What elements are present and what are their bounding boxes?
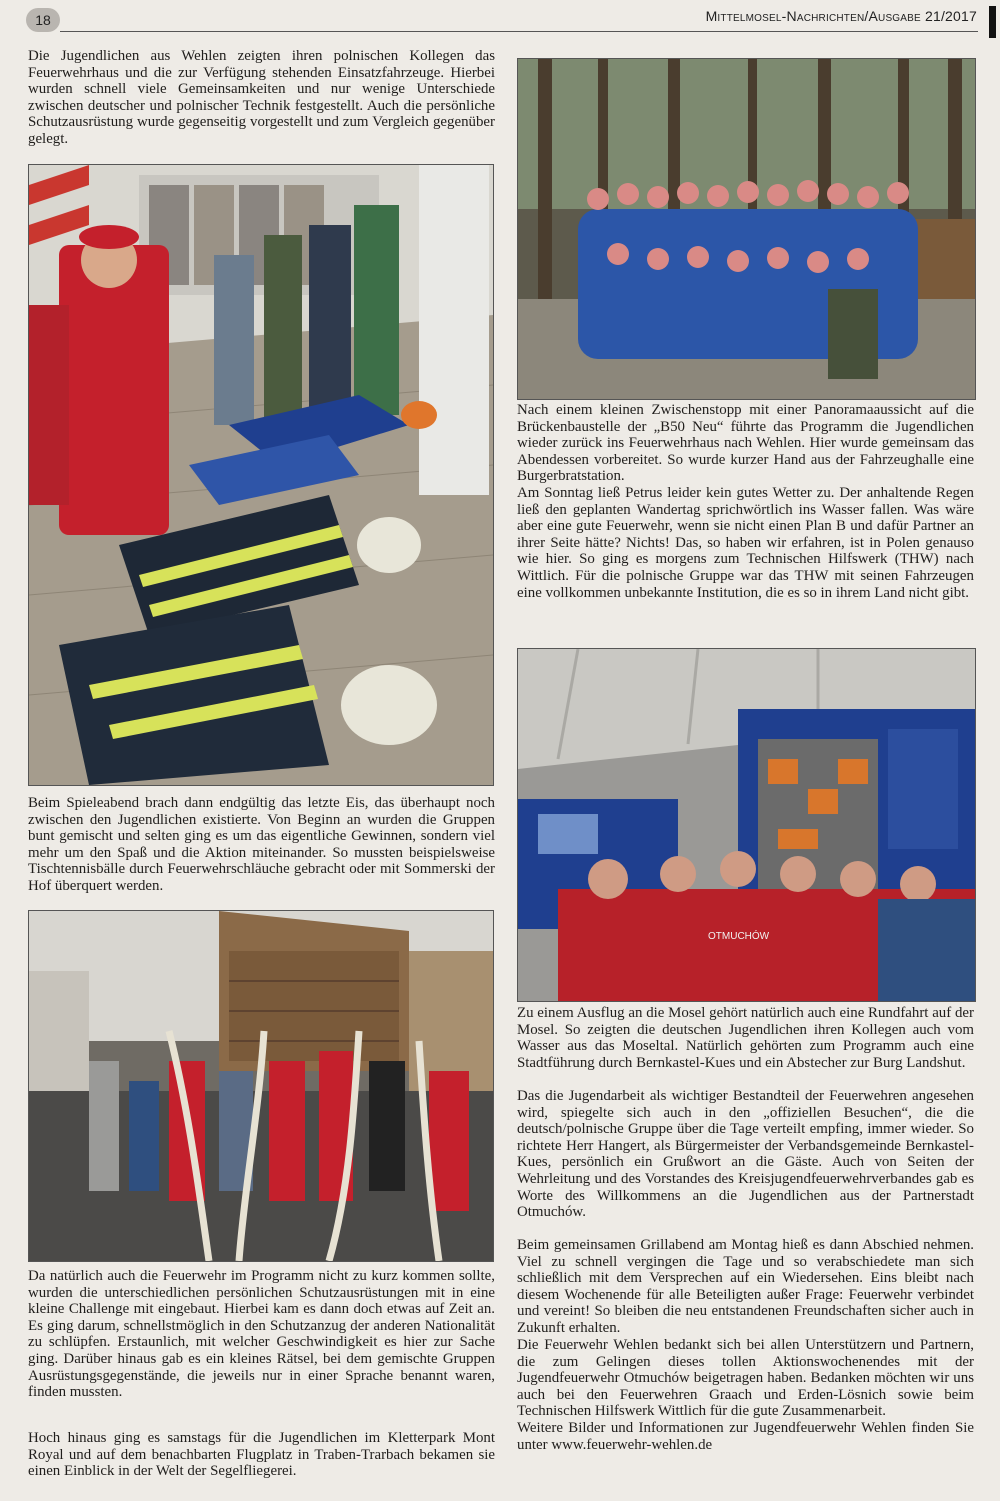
publication-title: Mittelmosel-Nachrichten/Ausgabe 21/2017 bbox=[705, 8, 977, 24]
photo-equipment-display bbox=[28, 164, 494, 786]
paragraph-sonntag: Am Sonntag ließ Petrus leider kein gutes Wetter zu. Der anhaltende Regen ließ den geplanten Wandertag sprichwörtlich ins Wasser fallen. Was wäre aber eine gute Feuerwehr, wenn sie nicht einen Plan B und dafür Partner an ihrer Seite hätte? Nichts! Das, so haben wir erfahren, ist in Polen genauso wie hier. So ging es morgens zum Technischen Hilfswerk (THW) nach Wittlich. Für die polnische Gruppe war das THW mit seinen Fahrzeugen eine vollkommen unbekannte Institution, die es so in ihrem Land nicht gibt. bbox=[517, 485, 974, 601]
page-number: 18 bbox=[26, 8, 60, 32]
paragraph-besuche: Das die Jugendarbeit als wichtiger Bestandteil der Feuerwehren angesehen wird, spiegelte sich auch in den „offiziellen Besuchen“, die die deutsch/polnische Gruppe über die Tage verteilt empfing, immer wieder. So richtete Herr Hangert, als Bürgermeister der Verbandsgemeinde Bernkastel-Kues, persönlich ein Grußwort an die Gäste. Auch von Seiten der Wehrleitung und des Vorstandes des Kreisjugendfeuerwehrverbandes gab es Worte des Willkommens an die Jugendlichen aus der Partnerstadt Otmuchów. bbox=[517, 1088, 974, 1221]
header-rule bbox=[60, 31, 978, 32]
paragraph-mosel: Zu einem Ausflug an die Mosel gehört natürlich auch eine Rundfahrt auf der Mosel. So zeigten die deutschen Jugendlichen ihren Kollegen auch vom Wasser aus das Moseltal. Natürlich gehörten zum Programm auch eine Stadtführung durch Bernkastel-Kues und ein Abstecher zur Burg Landshut. bbox=[517, 1005, 974, 1071]
edge-bar bbox=[989, 6, 996, 38]
photo-hose-game bbox=[28, 910, 494, 1262]
truck-lettering: OTMUCHÓW bbox=[708, 931, 770, 942]
paragraph-weitere: Weitere Bilder und Informationen zur Jugendfeuerwehr Wehlen finden Sie unter www.feuerwehr-wehlen.de bbox=[517, 1420, 974, 1453]
paragraph-zwischenstopp: Nach einem kleinen Zwischenstopp mit einer Panoramaaussicht auf die Brückenbaustelle der „B50 Neu“ führte das Programm die Jugendlichen wieder zurück ins Feuerwehrhaus nach Wehlen. Hier wurde gemeinsam das Abendessen vorbereitet. So wurde kurzer Hand aus der Fahrzeughalle eine Burgerbratstation. bbox=[517, 402, 974, 485]
paragraph-intro: Die Jugendlichen aus Wehlen zeigten ihren polnischen Kollegen das Feuerwehrhaus und die zur Verfügung stehenden Einsatzfahrzeuge. Hierbei wurden schnell viele Gemeinsamkeiten und nur wenige Unterschiede zwischen deutscher und polnischer Technik festgestellt. Auch die persönliche Schutzausrüstung wurde gegenseitig vorgestellt und zum Vergleich gegenüber gelegt. bbox=[28, 48, 495, 147]
paragraph-abschied: Beim gemeinsamen Grillabend am Montag hieß es dann Abschied nehmen. Viel zu schnell vergingen die Tage und so verabschiedete man sich schließlich mit dem Versprechen auf ein Wiedersehen. Eins bleibt nach diesem Wochenende für alle Beteiligten außer Frage: Feuerwehr verbindet und vereint! So bleiben die neu entstandenen Freundschaften sicher auch in Zukunft erhalten. bbox=[517, 1237, 974, 1336]
paragraph-spieleabend: Beim Spieleabend brach dann endgültig das letzte Eis, das überhaupt noch zwischen den Jugendlichen existierte. Von Beginn an wurden die Gruppen bunt gemischt und selten ging es um das eigentliche Gewinnen, sondern viel mehr um den Spaß und die Aktion miteinander. So mussten beispielsweise Tischtennisbälle durch Feuerwehrschläuche gebracht oder mit Sommerski der Hof überquert werden. bbox=[28, 795, 495, 894]
paragraph-kletterpark: Hoch hinaus ging es samstags für die Jugendlichen im Kletterpark Mont Royal und auf dem benachbarten Flugplatz in Traben-Trarbach bekamen sie einen Einblick in der Welt der Segelfliegerei. bbox=[28, 1430, 495, 1480]
paragraph-challenge: Da natürlich auch die Feuerwehr im Programm nicht zu kurz kommen sollte, wurden die unterschiedlichen persönlichen Schutzausrüstungen mit in eine kleine Challenge mit eingebaut. Hierbei kam es dann doch etwas auf Zeit an. Es ging darum, schnellstmöglich in den Schutzanzug der anderen Nationalität zu schlüpfen. Erstaunlich, mit welcher Geschwindigkeit es hier zur Sache ging. Darüber hinaus gab es ein kleines Rätsel, bei dem gemischte Gruppen Ausrüstungsgegenstände, die jeweils nur in einer Sprache benannt waren, finden mussten. bbox=[28, 1268, 495, 1401]
photo-climbing-park-group bbox=[517, 58, 976, 400]
paragraph-dank: Die Feuerwehr Wehlen bedankt sich bei allen Unterstützern und Partnern, die zum Gelingen dieses tollen Aktionswochenendes mit der Jugendfeuerwehr Otmuchów beigetragen haben. Bedanken möchten wir uns auch bei den Feuerwehren Graach und Erden-Lösnich sowie beim Technischen Hilfswerk Wittlich für die gute Zusammenarbeit. bbox=[517, 1337, 974, 1420]
photo-thw-vehicle-hall bbox=[517, 648, 976, 1002]
